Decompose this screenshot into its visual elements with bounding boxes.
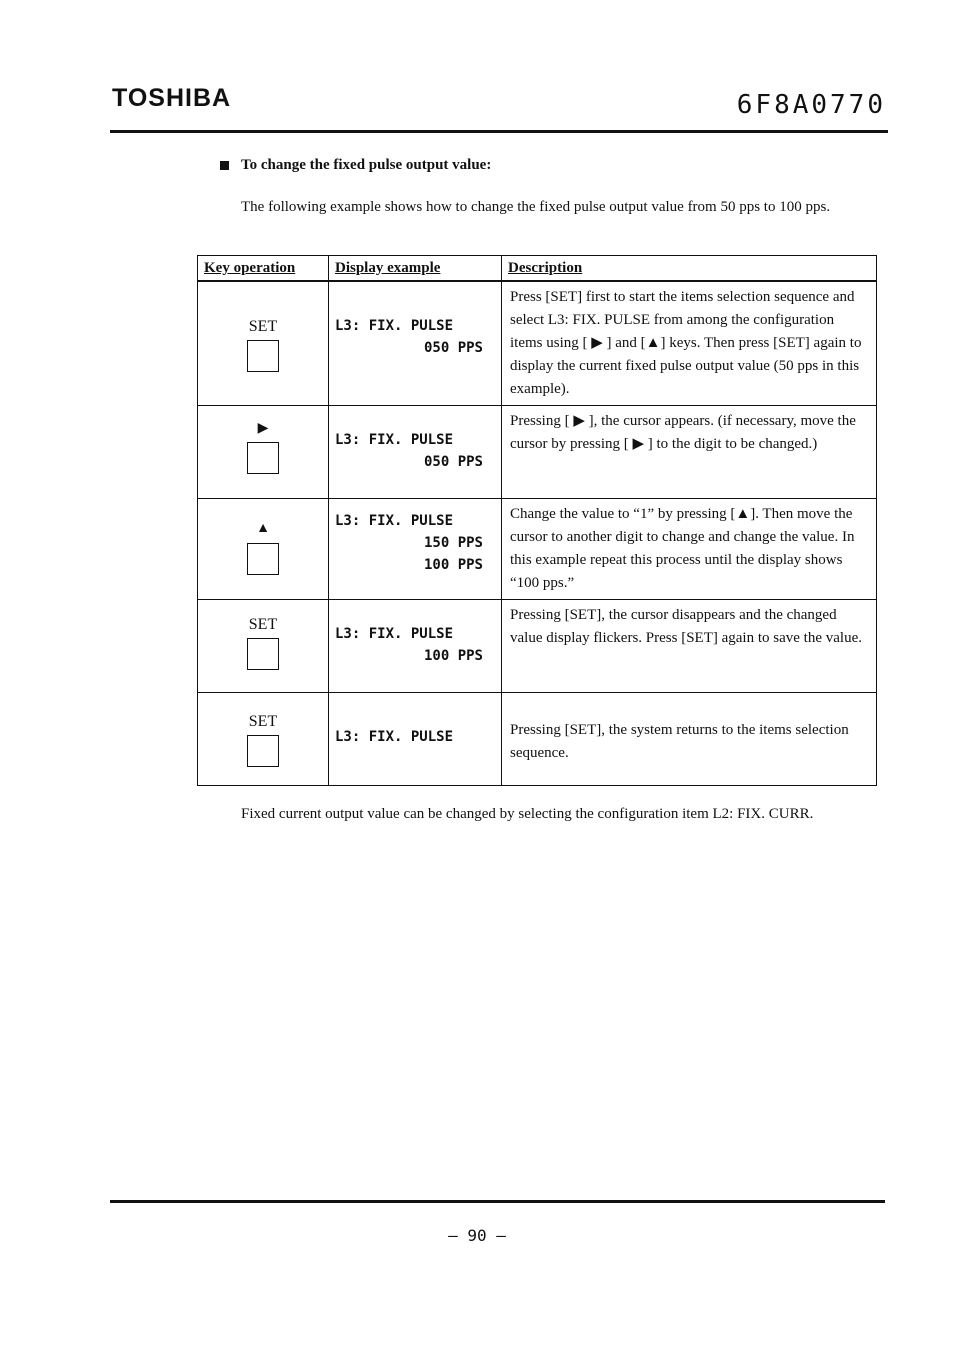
key-button-icon [247,638,279,670]
display-cell [329,600,502,693]
up-arrow-icon: ▲ [256,521,270,536]
description-cell: Pressing [ ▶ ], the cursor appears. (if necessary, move the cursor by pressing [ ▶ ] to the digit to be changed.) [502,406,877,499]
table-row [198,693,877,786]
display-line: L3: FIX. PULSE [335,729,454,745]
footer-rule [110,1200,885,1203]
key-cell [198,600,329,693]
display-cell [329,693,502,786]
header-description: Description [502,256,877,282]
key-button-icon [247,442,279,474]
page-number: – 90 – [448,1226,506,1245]
table-row [198,281,877,406]
description-cell: Press [SET] first to start the items selection sequence and select L3: FIX. PULSE from among the configuration items using [ ▶ ] and [▲] keys. Then press [SET] again to display the current fixed pulse output value (50 pps in this example). [502,281,877,406]
description-cell: Change the value to “1” by pressing [▲]. Then move the cursor to another digit to change and change the value. In this example repeat this process until the display shows “100 pps.” [502,499,877,600]
display-line: L3: FIX. PULSE [335,513,454,529]
section-heading [220,157,491,174]
set-key-label: SET [248,318,278,335]
section-heading-text: To change the fixed pulse output value: [241,157,492,173]
display-line: L3: FIX. PULSE [335,626,454,642]
key-cell [198,406,329,499]
key-cell [198,281,329,406]
header-display-example: Display example [329,256,502,282]
display-line: 150 PPS [423,535,483,551]
table-row [198,406,877,499]
table-row [198,600,877,693]
key-cell [198,693,329,786]
display-cell [329,281,502,406]
display-line: 050 PPS [423,454,483,470]
key-button-icon [247,340,279,372]
closing-paragraph: Fixed current output value can be changed by selecting the configuration item L2: FIX. CURR. [241,806,814,822]
table-header-row [198,256,877,282]
display-line: 050 PPS [423,340,483,356]
display-cell [329,406,502,499]
header-rule [110,130,888,133]
display-cell [329,499,502,600]
right-arrow-icon: ▶ [257,421,269,436]
set-key-label: SET [248,616,278,633]
document-number: 6F8A0770 [736,90,886,120]
display-line: 100 PPS [423,557,483,573]
display-line: L3: FIX. PULSE [335,318,454,334]
key-operation-table [197,255,877,786]
table-row [198,499,877,600]
display-line: 100 PPS [423,648,483,664]
set-key-label: SET [248,713,278,730]
description-cell: Pressing [SET], the system returns to the items selection sequence. [502,693,877,786]
key-button-icon [247,735,279,767]
description-cell: Pressing [SET], the cursor disappears and the changed value display flickers. Press [SET] again to save the value. [502,600,877,693]
brand-logo: TOSHIBA [112,84,232,112]
intro-paragraph: The following example shows how to change the fixed pulse output value from 50 pps to 100 pps. [241,199,831,215]
header-key-operation: Key operation [198,256,329,282]
display-line: L3: FIX. PULSE [335,432,454,448]
key-button-icon [247,543,279,575]
square-bullet-icon [220,161,229,170]
key-cell [198,499,329,600]
